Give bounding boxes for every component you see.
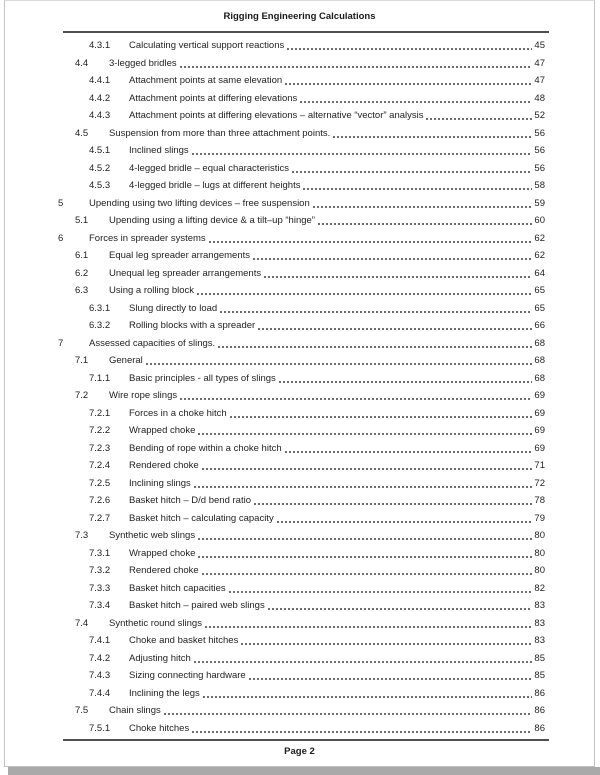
toc-entry[interactable] (58, 107, 545, 125)
toc-entry-page: 69 (534, 407, 545, 419)
toc-entry-page: 80 (534, 530, 545, 541)
toc-entry-title: General (109, 355, 143, 366)
toc-entry-number: 7.3.3 (89, 582, 111, 594)
toc-entry-number: 7.1 (75, 355, 89, 366)
toc-entry-title: Sizing connecting hardware (129, 670, 246, 681)
toc-entry-number: 4.4 (75, 57, 89, 69)
toc-entry-number: 7.2.6 (89, 495, 111, 506)
toc-entry-title: Rolling blocks with a spreader (129, 320, 256, 331)
toc-entry[interactable] (58, 702, 545, 720)
toc-entry-page: 47 (534, 57, 545, 69)
toc-entry-number: 7.5.1 (89, 722, 111, 734)
toc-entry[interactable] (58, 632, 545, 650)
toc-entry-title: Rendered choke (129, 565, 199, 576)
toc-entry-title: Calculating vertical support reactions (129, 40, 285, 51)
toc-entry-number: 6.2 (75, 267, 89, 279)
toc-entry-page: 71 (534, 460, 545, 471)
toc-entry-title: Assessed capacities of slings. (89, 337, 216, 349)
toc-entry-title: Basket hitch – calculating capacity (129, 512, 274, 524)
toc-entry-title: Synthetic round slings (109, 617, 202, 629)
toc-entry-number: 6.3 (75, 285, 89, 296)
toc-dot-leader (317, 212, 532, 230)
toc-entry-number: 6 (58, 232, 64, 244)
toc-entry-page: 80 (534, 565, 545, 576)
toc-entry-title: Bending of rope within a choke hitch (129, 442, 282, 454)
toc-entry-number: 7.4 (75, 617, 89, 629)
toc-entry[interactable] (58, 492, 545, 510)
toc-entry-number: 4.5 (75, 127, 89, 139)
toc-dot-leader (252, 247, 532, 265)
toc-dot-leader (179, 387, 532, 405)
toc-entry-number: 6.3.2 (89, 320, 111, 331)
toc-entry[interactable] (58, 545, 545, 563)
toc-dot-leader (332, 125, 532, 143)
toc-entry-title: Choke hitches (129, 722, 190, 734)
document-page (4, 0, 595, 767)
toc-entry-title: Wrapped choke (129, 547, 196, 559)
toc-dot-leader (201, 562, 533, 580)
toc-entry-title: Adjusting hitch (129, 652, 191, 664)
toc-entry-title: Basket hitch – D/d bend ratio (129, 495, 251, 506)
toc-entry-title: Inclined slings (129, 145, 189, 156)
toc-entry-page: 56 (534, 145, 545, 156)
toc-entry-page: 58 (534, 180, 545, 191)
toc-entry-title: Basket hitch capacities (129, 582, 226, 594)
toc-entry-number: 7.4.4 (89, 687, 111, 699)
toc-entry[interactable] (58, 55, 545, 73)
toc-dot-leader (204, 615, 532, 633)
toc-entry-title: Using a rolling block (109, 285, 195, 296)
toc-entry-title: Suspension from more than three attachment points. (109, 127, 331, 139)
toc-dot-leader (201, 457, 533, 475)
toc-entry-title: Slung directly to load (129, 302, 218, 314)
toc-entry-title: 4-legged bridle – lugs at different heights (129, 180, 301, 191)
toc-entry-title: Synthetic web slings (109, 530, 196, 541)
toc-entry-page: 62 (534, 250, 545, 261)
toc-entry-title: Inclining the legs (129, 687, 200, 699)
toc-dot-leader (193, 475, 533, 493)
toc-dot-leader (197, 422, 532, 440)
toc-dot-leader (228, 580, 533, 598)
toc-dot-leader (197, 545, 532, 563)
toc-dot-leader (145, 352, 533, 370)
toc-entry-page: 56 (534, 162, 545, 174)
toc-dot-leader (191, 720, 532, 738)
toc-entry[interactable] (58, 527, 545, 545)
toc-entry[interactable] (58, 142, 545, 160)
toc-entry-page: 85 (534, 652, 545, 664)
toc-entry-page: 86 (534, 722, 545, 734)
toc-dot-leader (278, 370, 533, 388)
toc-entry-page: 78 (534, 495, 545, 506)
toc-dot-leader (240, 632, 532, 650)
toc-entry[interactable] (58, 720, 545, 738)
toc-dot-leader (267, 597, 533, 615)
toc-entry-number: 7.3.1 (89, 547, 111, 559)
toc-dot-leader (284, 440, 533, 458)
toc-entry[interactable] (58, 160, 545, 178)
toc-entry-number: 6.3.1 (89, 302, 111, 314)
toc-entry-page: 69 (534, 425, 545, 436)
toc-entry-number: 4.4.1 (89, 75, 111, 86)
toc-entry[interactable] (58, 510, 545, 528)
toc-entry-number: 4.3.1 (89, 40, 111, 51)
toc-entry[interactable] (58, 317, 545, 335)
toc-dot-leader (193, 650, 533, 668)
toc-entry-page: 56 (534, 127, 545, 139)
toc-dot-leader (219, 300, 532, 318)
toc-dot-leader (302, 177, 532, 195)
toc-entry-page: 65 (534, 302, 545, 314)
header-rule (63, 31, 549, 33)
toc-entry[interactable] (58, 440, 545, 458)
toc-entry-title: Wrapped choke (129, 425, 196, 436)
toc-entry[interactable] (58, 405, 545, 423)
toc-entry-title: Choke and basket hitches (129, 635, 239, 646)
footer-rule (63, 739, 549, 741)
toc-entry-number: 7.2.1 (89, 407, 111, 419)
toc-dot-leader (163, 702, 533, 720)
page-header (5, 10, 594, 24)
toc-dot-leader (229, 405, 533, 423)
toc-entry[interactable] (58, 457, 545, 475)
toc-entry-number: 7 (58, 337, 64, 349)
toc-entry-number: 6.1 (75, 250, 89, 261)
toc-entry-page: 86 (534, 705, 545, 716)
toc-entry-page: 68 (534, 355, 545, 366)
toc-entry[interactable] (58, 667, 545, 685)
toc-entry-page: 83 (534, 600, 545, 611)
toc-entry-page: 80 (534, 547, 545, 559)
toc-entry[interactable] (58, 335, 545, 353)
toc-entry-title: Unequal leg spreader arrangements (109, 267, 262, 279)
toc-entry-page: 82 (534, 582, 545, 594)
toc-entry-page: 65 (534, 285, 545, 296)
toc-entry[interactable] (58, 615, 545, 633)
toc-entry-page: 48 (534, 92, 545, 104)
toc-entry-title: Basic principles - all types of slings (129, 372, 276, 384)
toc-dot-leader (253, 492, 532, 510)
toc-entry-title: 4-legged bridle – equal characteristics (129, 162, 290, 174)
toc-dot-leader (263, 265, 532, 283)
toc-entry-number: 7.2.2 (89, 425, 111, 436)
page-number-label: Page 2 (284, 746, 315, 757)
toc-entry-page: 68 (534, 372, 545, 384)
toc-entry[interactable] (58, 387, 545, 405)
toc-entry-number: 5 (58, 197, 64, 209)
toc-entry-page: 64 (534, 267, 545, 279)
toc-entry-number: 4.5.2 (89, 162, 111, 174)
toc-entry-page: 52 (534, 110, 545, 121)
toc-dot-leader (291, 160, 532, 178)
toc-dot-leader (179, 55, 533, 73)
toc-entry-page: 45 (534, 40, 545, 51)
toc-entry-page: 85 (534, 670, 545, 681)
toc-entry-number: 4.4.2 (89, 92, 111, 104)
toc-entry-title: Equal leg spreader arrangements (109, 250, 251, 261)
toc-entry-title: Forces in a choke hitch (129, 407, 227, 419)
toc-dot-leader (196, 282, 532, 300)
toc-entry-page: 66 (534, 320, 545, 331)
toc-entry-page: 60 (534, 215, 545, 226)
toc-dot-leader (248, 667, 533, 685)
toc-list (58, 37, 545, 737)
toc-entry-page: 79 (534, 512, 545, 524)
toc-entry[interactable] (58, 37, 545, 55)
toc-entry-number: 7.3 (75, 530, 89, 541)
toc-dot-leader (286, 37, 532, 55)
toc-entry[interactable] (58, 282, 545, 300)
toc-entry-number: 7.1.1 (89, 372, 111, 384)
toc-entry-page: 59 (534, 197, 545, 209)
toc-entry-title: Chain slings (109, 705, 161, 716)
toc-entry-number: 7.2.7 (89, 512, 111, 524)
toc-entry[interactable] (58, 177, 545, 195)
toc-entry[interactable] (58, 195, 545, 213)
toc-entry-number: 4.5.1 (89, 145, 111, 156)
toc-dot-leader (197, 527, 532, 545)
toc-dot-leader (217, 335, 532, 353)
toc-entry-title: Rendered choke (129, 460, 199, 471)
page-footer (5, 745, 594, 758)
toc-entry-page: 47 (534, 75, 545, 86)
toc-entry-page: 86 (534, 687, 545, 699)
toc-entry-number: 7.4.1 (89, 635, 111, 646)
toc-entry[interactable] (58, 597, 545, 615)
toc-entry-number: 7.2 (75, 390, 89, 401)
toc-entry-number: 4.5.3 (89, 180, 111, 191)
toc-entry-number: 5.1 (75, 215, 89, 226)
toc-entry-page: 62 (534, 232, 545, 244)
toc-dot-leader (312, 195, 533, 213)
toc-dot-leader (284, 72, 532, 90)
toc-entry-page: 68 (534, 337, 545, 349)
toc-dot-leader (257, 317, 532, 335)
toc-entry[interactable] (58, 370, 545, 388)
toc-entry-page: 72 (534, 477, 545, 489)
toc-entry[interactable] (58, 72, 545, 90)
toc-entry-title: Forces in spreader systems (89, 232, 206, 244)
toc-entry-number: 7.3.2 (89, 565, 111, 576)
toc-entry[interactable] (58, 300, 545, 318)
toc-entry-title: Attachment points at differing elevations – alternative “vector” analysis (129, 110, 424, 121)
page-shadow (8, 767, 600, 775)
toc-entry-page: 69 (534, 442, 545, 454)
toc-entry[interactable] (58, 90, 545, 108)
toc-entry-title: Inclining slings (129, 477, 191, 489)
toc-entry-page: 83 (534, 617, 545, 629)
toc-entry-number: 7.2.4 (89, 460, 111, 471)
toc-entry-title: Wire rope slings (109, 390, 178, 401)
toc-entry[interactable] (58, 247, 545, 265)
toc-entry[interactable] (58, 650, 545, 668)
toc-entry[interactable] (58, 580, 545, 598)
toc-entry-page: 83 (534, 635, 545, 646)
toc-dot-leader (208, 230, 533, 248)
toc-dot-leader (202, 685, 533, 703)
toc-entry-title: 3-legged bridles (109, 57, 177, 69)
toc-entry[interactable] (58, 125, 545, 143)
toc-dot-leader (299, 90, 532, 108)
toc-entry-number: 7.5 (75, 705, 89, 716)
toc-entry[interactable] (58, 265, 545, 283)
toc-entry-number: 7.2.5 (89, 477, 111, 489)
toc-entry-page: 69 (534, 390, 545, 401)
toc-dot-leader (191, 142, 533, 160)
toc-entry[interactable] (58, 475, 545, 493)
toc-entry[interactable] (58, 685, 545, 703)
toc-entry-title: Upending using a lifting device & a tilt–up “hinge” (109, 215, 315, 226)
toc-entry[interactable] (58, 352, 545, 370)
toc-entry[interactable] (58, 422, 545, 440)
toc-entry-title: Basket hitch – paired web slings (129, 600, 265, 611)
document-title: Rigging Engineering Calculations (223, 11, 376, 22)
toc-dot-leader (425, 107, 532, 125)
toc-dot-leader (276, 510, 533, 528)
toc-entry-number: 7.2.3 (89, 442, 111, 454)
toc-entry-title: Upending using two lifting devices – free suspension (89, 197, 310, 209)
toc-entry[interactable] (58, 562, 545, 580)
toc-entry-number: 7.3.4 (89, 600, 111, 611)
toc-entry[interactable] (58, 230, 545, 248)
toc-entry-title: Attachment points at differing elevations (129, 92, 298, 104)
toc-entry-number: 7.4.2 (89, 652, 111, 664)
toc-entry-title: Attachment points at same elevation (129, 75, 283, 86)
toc-entry[interactable] (58, 212, 545, 230)
toc-entry-number: 4.4.3 (89, 110, 111, 121)
toc-entry-number: 7.4.3 (89, 670, 111, 681)
